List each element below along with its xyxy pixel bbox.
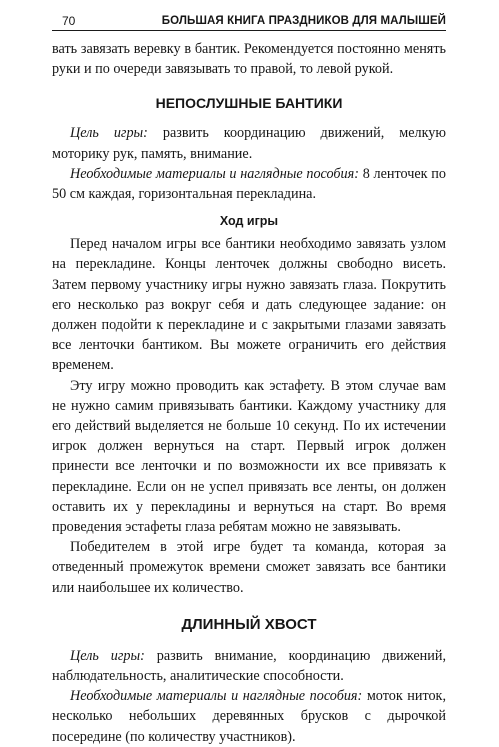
running-header [52, 10, 446, 31]
goal-text-1: развить координацию движений, мелкую моторику рук, память, внимание. [52, 125, 446, 162]
book-title: БОЛЬШАЯ КНИГА ПРАЗДНИКОВ ДЛЯ МАЛЫШЕЙ [161, 15, 446, 27]
goal-label-2: Цель игры: [70, 647, 145, 664]
book-page [52, 10, 446, 747]
intro-paragraph: вать завязать веревку в бантик. Рекомендуется постоянно менять руки и по очереди завязывать то правой, то левой рукой. [52, 41, 446, 78]
rules-paragraph-2: Эту игру можно проводить как эстафету. В этом случае вам не нужно самим привязывать бантики. Каждому участнику для его действий выделяется не больше 10 секунд. По их истечении игрок должен вернуться на старт. Первый игрок должен принести все ленточки и по возможности их все привязать к перекладине. Если он не успел привязать все ленты, он должен оставить их у перекладины и вернуться на старт. Во время проведения эстафеты глаза ребятам можно не завязывать. [52, 377, 446, 536]
rules-paragraph-1: Перед началом игры все бантики необходимо завязать узлом на перекладине. Концы ленточек должны свободно висеть. Затем первому участнику игры нужно завязать глаза. Покрутить его несколько раз вокруг себя и дать следующее задание: он должен подойти к перекладине и с закрытыми глазами завязать все ленточки бантиком. Вы можете ограничить его действия временем. [52, 236, 446, 374]
materials-text-1: 8 ленточек по 50 см каждая, горизонтальная перекладина. [52, 165, 446, 203]
game-goal-2 [52, 646, 446, 686]
materials-text-2: моток ниток, несколько небольших деревянных брусков с дырочкой посередине (по количеству участников). [52, 688, 446, 745]
game-title-2: ДЛИННЫЙ ХВОСТ [181, 615, 317, 633]
course-heading: Ход игры [219, 214, 279, 229]
page-content [52, 39, 446, 747]
materials-label-1: Необходимые материалы и наглядные пособия: [70, 165, 359, 182]
game-title-1: НЕПОСЛУШНЫЕ БАНТИКИ [155, 95, 343, 112]
game-materials-1 [52, 164, 446, 204]
materials-label-2: Необходимые материалы и наглядные пособия: [70, 688, 363, 705]
goal-label-1: Цель игры: [70, 125, 148, 142]
game-materials-2 [52, 686, 446, 747]
game-goal-1 [52, 123, 446, 163]
page-number: 70 [62, 14, 76, 28]
rules-paragraph-3: Победителем в этой игре будет та команда, которая за отведенный промежуток времени сможет завязать все бантики или наибольшее их количество. [52, 539, 446, 596]
goal-text-2: развить внимание, координацию движений, наблюдательность, аналитические способности. [52, 647, 447, 685]
